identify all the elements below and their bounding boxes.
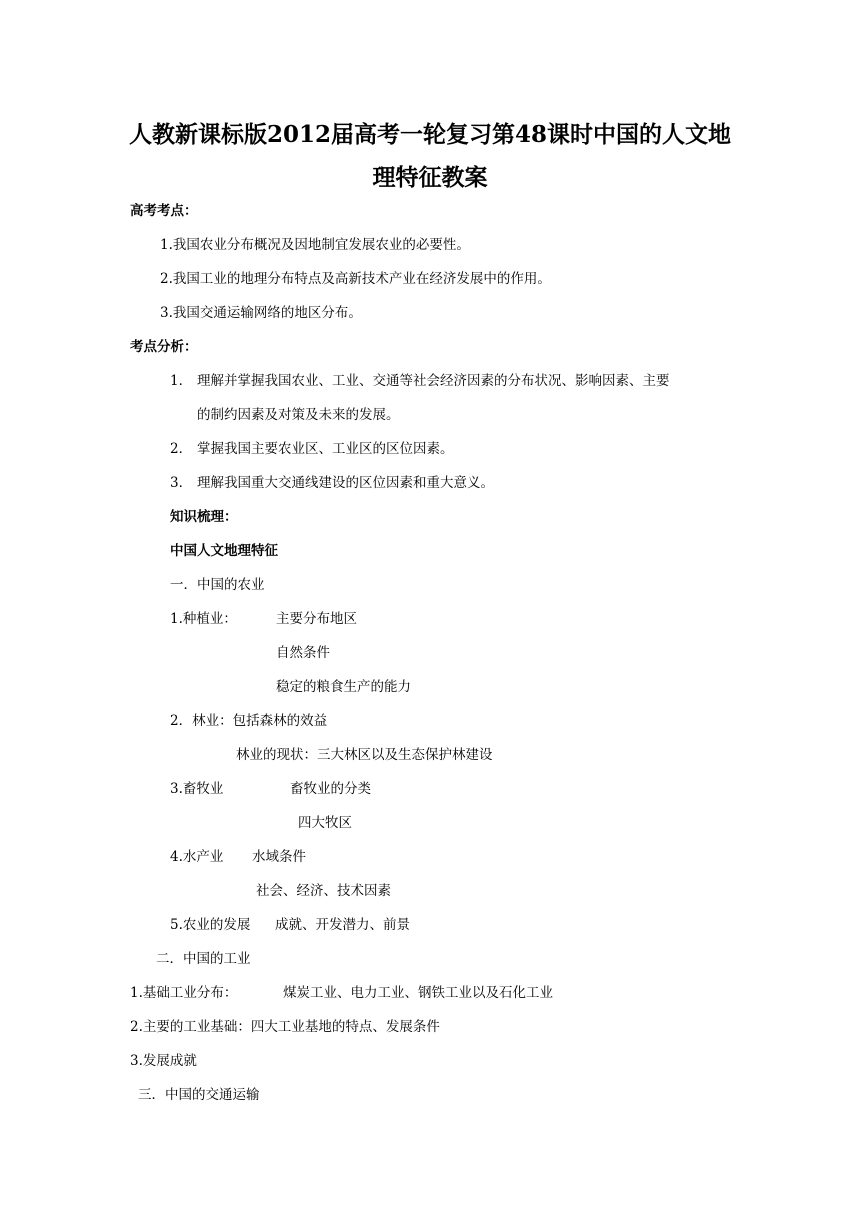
livestock-item-1: 畜牧业的分类 [290,781,371,797]
analysis-item-2-number: 2． [170,441,193,457]
industry-item-1-label: 1.基础工业分布： [130,985,238,1001]
analysis-item-2-text: 掌握我国主要农业区、工业区的区位因素。 [197,441,454,457]
exam-points-heading: 高考考点： [130,203,198,219]
planting-item-3: 稳定的粮食生产的能力 [276,679,411,695]
forestry-line-1: 2．林业：包括森林的效益 [170,713,328,729]
development-text: 成就、开发潜力、前景 [275,917,410,933]
agriculture-heading: 一．中国的农业 [170,577,265,593]
analysis-heading: 考点分析： [130,339,198,355]
industry-item-3: 3.发展成就 [130,1053,197,1069]
document-title-line-2: 理特征教案 [372,164,488,191]
development-label: 5.农业的发展 [170,917,251,933]
exam-point-item-1: 1.我国农业分布概况及因地制宜发展农业的必要性。 [160,237,470,253]
industry-heading: 二．中国的工业 [156,951,251,967]
analysis-item-3-text: 理解我国重大交通线建设的区位因素和重大意义。 [197,475,494,491]
analysis-item-1-number: 1． [170,373,193,389]
document-title-line-1: 人教新课标版2012届高考一轮复习第48课时中国的人文地 [128,121,732,148]
analysis-item-1-line-1: 理解并掌握我国农业、工业、交通等社会经济因素的分布状况、影响因素、主要 [197,373,670,389]
industry-item-1-text: 煤炭工业、电力工业、钢铁工业以及石化工业 [283,985,553,1001]
analysis-item-3-number: 3． [170,475,193,491]
analysis-item-1-line-2: 的制约因素及对策及未来的发展。 [197,407,400,423]
exam-point-item-2: 2.我国工业的地理分布特点及高新技术产业在经济发展中的作用。 [160,271,551,287]
planting-item-2: 自然条件 [276,645,330,661]
livestock-item-2: 四大牧区 [298,815,352,831]
planting-label: 1.种植业： [170,611,237,627]
transport-heading: 三．中国的交通运输 [138,1087,260,1103]
exam-point-item-3: 3.我国交通运输网络的地区分布。 [160,305,362,321]
livestock-label: 3.畜牧业 [170,781,224,797]
aquatic-item-2: 社会、经济、技术因素 [256,883,391,899]
industry-item-2: 2.主要的工业基础：四大工业基地的特点、发展条件 [130,1019,440,1035]
knowledge-heading: 知识梳理： [170,509,238,525]
aquatic-label: 4.水产业 [170,849,224,865]
forestry-line-2: 林业的现状：三大林区以及生态保护林建设 [236,747,493,763]
knowledge-subheading: 中国人文地理特征 [170,543,278,559]
aquatic-item-1: 水域条件 [252,849,306,865]
planting-item-1: 主要分布地区 [276,611,357,627]
